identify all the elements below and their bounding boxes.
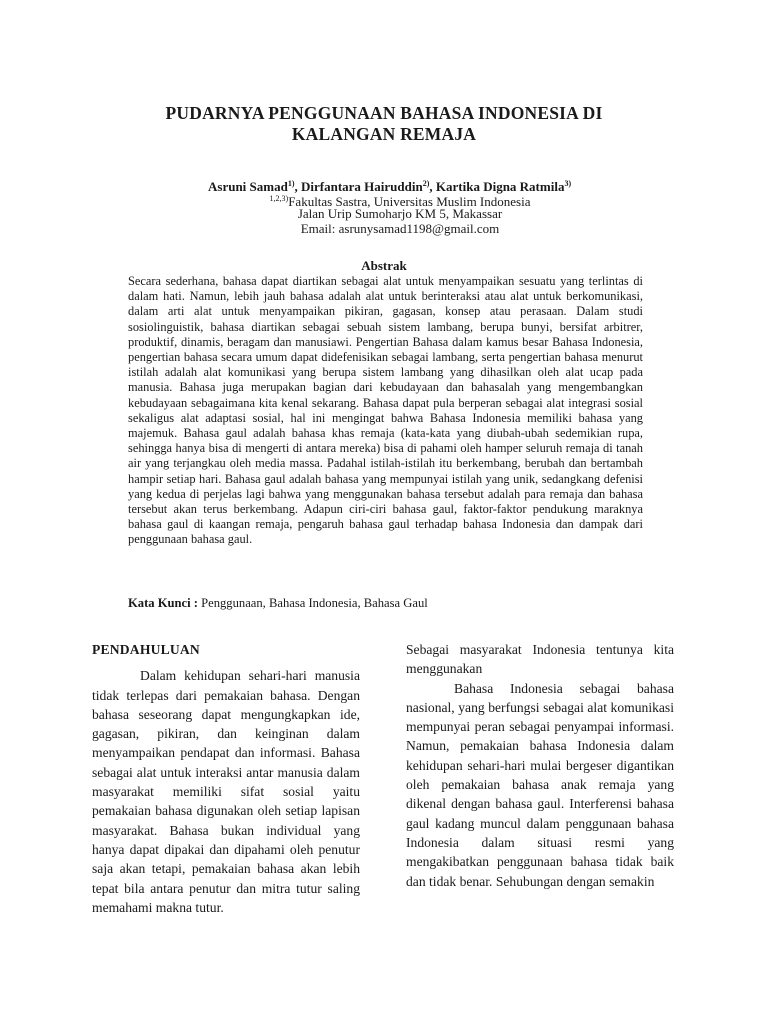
keywords-label: Kata Kunci :	[128, 596, 198, 610]
abstract-body: Secara sederhana, bahasa dapat diartikan sebagai alat untuk menyampaikan sesuatu yang terlintas di dalam hati. Namun, lebih jauh bahasa adalah alat untuk berinteraksi atau alat untuk berkomunikasi, dalam arti alat untuk menyampaikan pikiran, gagasan, konsep atau perasaan. Dalam studi sosiolinguistik, bahasa diartikan sebagai sebuah sistem lambang, berupa bunyi, bersifat arbitrer, produktif, dinamis, beragam dan manusiawi. Pengertian Bahasa dalam kamus besar Bahasa Indonesia, pengertian bahasa secara umum dapat didefenisikan sebagai lambang, serta pengertian bahasa menurut istilah adalah alat komunikasi yang berupa sistem lambang yang dihasilkan oleh alat ucap pada manusia. Bahasa juga merupakan bagian dari kebudayaan dan bahasalah yang mengembangkan kebudayaan sebagaimana kita kenal sekarang. Bahasa dapat pula berperan sebagai alat integrasi sosial sekaligus alat adaptasi sosial, hal ini mengingat bahwa Bahasa Indonesia memiliki bahasa yang majemuk. Bahasa gaul adalah bahasa khas remaja (kata-kata yang diubah-ubah sedemikian rupa, sehingga hanya bisa di mengerti di antara mereka) bisa di pahami oleh hamper seluruh remaja di tanah air yang terjangkau oleh media massa. Padahal istilah-istilah itu berkembang, berubah dan bertambah hampir setiap hari. Bahasa gaul adalah bahasa yang mempunyai istilah yang unik, sedangkang defenisi yang kedua di perjelas lagi bahwa yang menggunakan bahasa tersebut adalah para remaja dan bahasa tersebut akan terus berkembang. Adapun ciri-ciri bahasa gaul, faktor-faktor pendukung maraknya bahasa gaul di kaangan remaja, pengaruh bahasa gaul terhadap bahasa Indonesia dan dampak dari penggunaan bahasa gaul.	[128, 274, 643, 547]
keywords-value: Penggunaan, Bahasa Indonesia, Bahasa Gaul	[197, 596, 428, 610]
intro-paragraph-3: Bahasa Indonesia sebagai bahasa nasional, yang berfungsi sebagai alat komunikasi mempunyai peran sebagai penyampai informasi. Namun, pemakaian bahasa Indonesia dalam kehidupan sehari-hari mulai bergeser digantikan oleh pemakaian bahasa anak remaja yang dikenal dengan bahasa gaul. Interferensi bahasa gaul kadang muncul dalam penggunaan bahasa Indonesia dalam situasi resmi yang mengakibatkan penggunaan bahasa tidak baik dan tidak benar. Sehubungan dengan semakin	[406, 680, 674, 889]
author-1-mark: 1)	[287, 179, 295, 188]
title-line-1: PUDARNYA PENGGUNAAN BAHASA INDONESIA DI	[165, 103, 603, 123]
intro-paragraph-1: Dalam kehidupan sehari-hari manusia tidak terlepas dari pemakaian bahasa. Dengan bahasa seseorang dapat mengungkapkan ide, gagasan, pikiran, dan keinginan dalam menyampaikan pendapat dan informasi. Bahasa sebagai alat untuk interaksi antar manusia dalam masyarakat memiliki sifat sosial yaitu pemakaian bahasa digunakan oleh setiap lapisan masyarakat. Bahasa bukan individual yang hanya dapat dipakai dan dipahami oleh penutur saja akan tetapi, pemakaian bahasa akan lebih tepat bila antara penutur dan mitra tutur saling memahami makna tutur.	[92, 668, 360, 915]
keywords	[128, 596, 648, 611]
author-2: , Dirfantara Hairuddin	[294, 179, 423, 194]
author-2-mark: 2)	[422, 179, 430, 188]
affiliation-text: Fakultas Sastra, Universitas Muslim Indonesia	[288, 194, 531, 209]
author-3-mark: 3)	[564, 179, 572, 188]
affiliation-address: Jalan Urip Sumoharjo KM 5, Makassar	[297, 206, 503, 221]
paper-title	[100, 103, 668, 145]
affiliation-mark: 1,2,3)	[269, 194, 289, 203]
abstract-heading: Abstrak	[361, 258, 407, 273]
author-1: Asruni Samad	[208, 179, 288, 194]
section-heading: PENDAHULUAN	[92, 642, 200, 657]
author-3: , Kartika Digna Ratmila	[429, 179, 565, 194]
left-column	[92, 640, 360, 917]
right-column	[406, 640, 674, 891]
intro-paragraph-2: Sebagai masyarakat Indonesia tentunya kita menggunakan	[406, 642, 674, 677]
author-email: Email: asrunysamad1198@gmail.com	[300, 221, 500, 236]
title-line-2: KALANGAN REMAJA	[291, 124, 477, 144]
